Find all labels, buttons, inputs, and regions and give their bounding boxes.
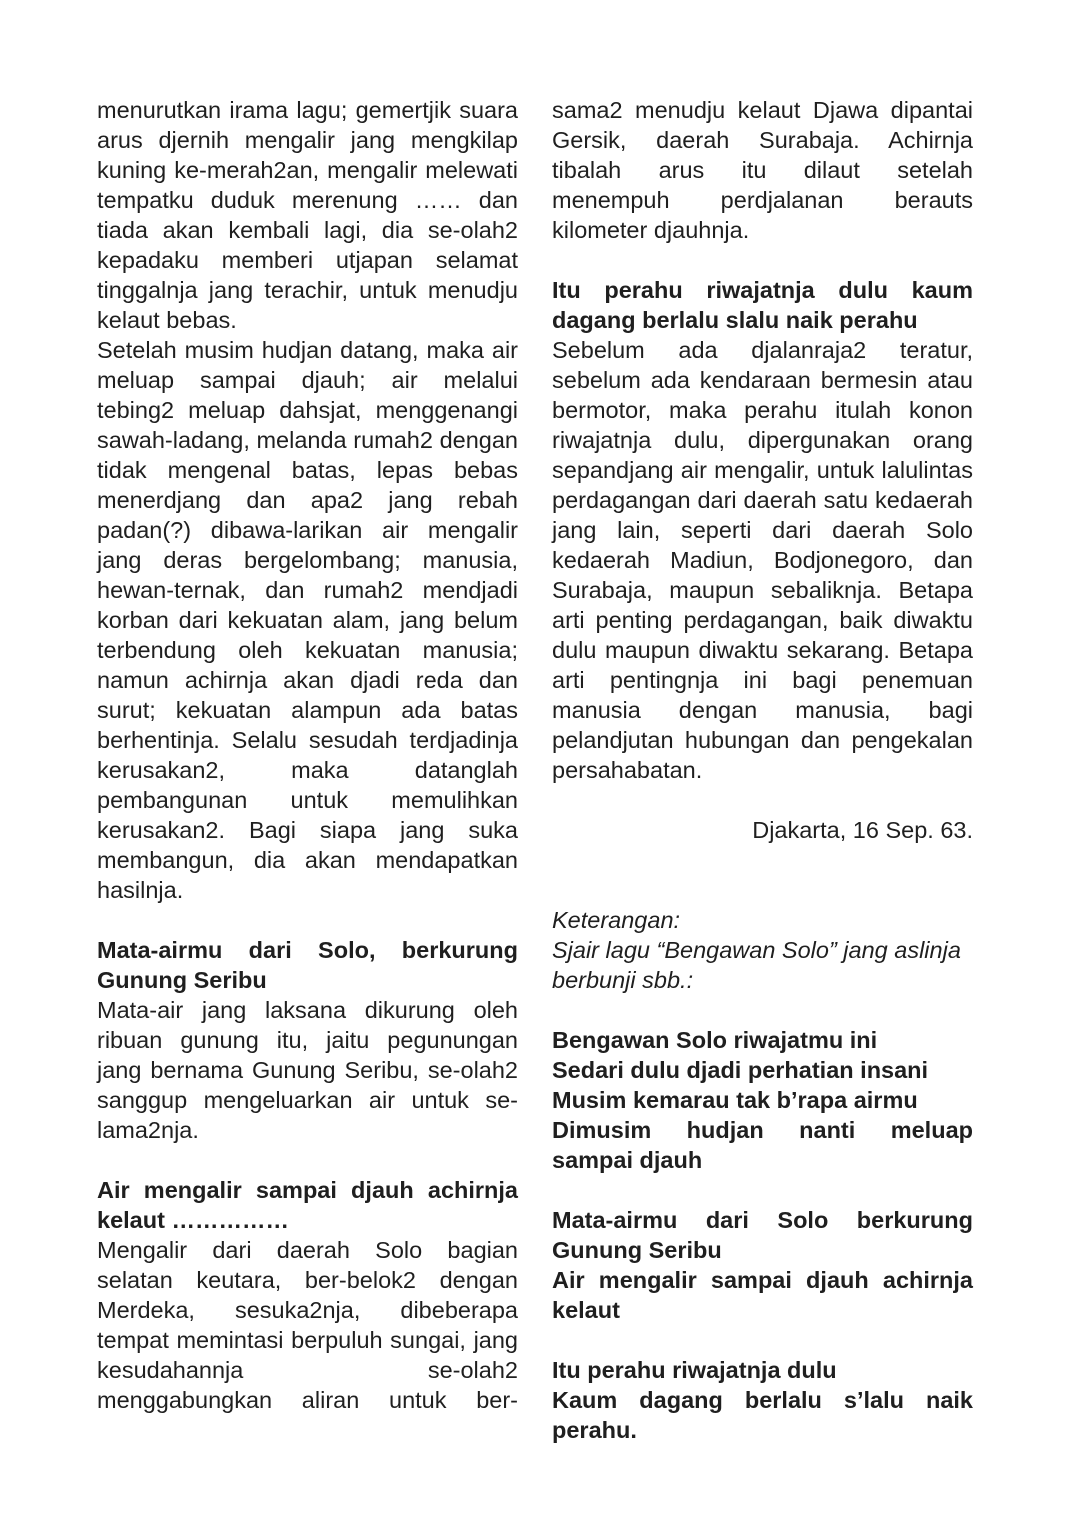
paragraph: Mata-air jang laksana dikurung oleh ribuan gunung itu, jaitu pegunungan jang bernama Gunung Seribu, se-olah2 sanggup mengeluarkan air untuk se-lama2nja. xyxy=(97,997,518,1143)
section-heading: Air mengalir sampai djauh achirnja kelaut …………… xyxy=(97,1177,518,1233)
right-column xyxy=(552,95,973,1445)
paragraph: sama2 menudju kelaut Djawa dipantai Gersik, daerah Surabaja. Achirnja tibalah arus itu dilaut setelah menempuh perdjalanan berauts kilometer djauhnja. xyxy=(552,97,973,243)
date-line: Djakarta, 16 Sep. 63. xyxy=(752,817,973,843)
paragraph: Setelah musim hudjan datang, maka air meluap sampai djauh; air melalui tebing2 meluap dahsjat, menggenangi sawah-ladang, melanda rumah2 dengan tidak mengenal batas, lepas bebas menerdjang dan apa2 jang rebah padan(?) dibawa-larikan air mengalir jang deras bergelombang; manusia, hewan-ternak, dan rumah2 mendjadi korban dari kekuatan alam, jang belum terbendung oleh kekuatan manusia; namun achirnja akan djadi reda dan surut; kekuatan alampun ada batas berhentinja. Selalu sesudah terdjadinja kerusakan2, maka datanglah pembangunan untuk memulihkan kerusakan2. Bagi siapa jang suka membangun, dia akan mendapatkan hasilnja. xyxy=(97,337,518,903)
note-text: Sjair lagu “Bengawan Solo” jang aslinja berbunji sbb.: xyxy=(552,937,961,993)
lyrics-line: Mata-airmu dari Solo berkurung Gunung Seribu xyxy=(552,1207,973,1263)
lyrics-verse-3 xyxy=(552,1355,973,1445)
note-title: Keterangan: xyxy=(552,907,681,933)
lyrics-line: Itu perahu riwajatnja dulu xyxy=(552,1357,837,1383)
lyrics-line: Air mengalir sampai djauh achirnja kelaut xyxy=(552,1267,973,1323)
lyrics-line: Musim kemarau tak b’rapa airmu xyxy=(552,1087,918,1113)
paragraph: menurutkan irama lagu; gemertjik suara arus djernih mengalir jang mengkilap kuning ke-merah2an, mengalir melewati tempatku duduk merenung …… dan tiada akan kembali lagi, dia se-olah2 kepadaku memberi utjapan selamat tinggalnja jang terachir, untuk menudju kelaut bebas. xyxy=(97,97,518,333)
lyrics-verse-1 xyxy=(552,1025,973,1175)
paragraph: Mengalir dari daerah Solo bagian selatan keutara, ber-belok2 dengan Merdeka, sesuka2nja, dibeberapa tempat memintasi berpuluh sungai, jang kesudahannja se-olah2 menggabungkan aliran untuk ber- xyxy=(97,1237,518,1413)
paragraph: Sebelum ada djalanraja2 teratur, sebelum ada kendaraan bermesin atau bermotor, maka perahu itulah konon riwajatnja dulu, dipergunakan orang sepandjang air mengalir, untuk lalulintas perdagangan dari daerah satu kedaerah jang lain, seperti dari daerah Solo kedaerah Madiun, Bodjonegoro, dan Surabaja, maupun sebaliknja. Betapa arti penting perdagangan, baik diwaktu dulu maupun diwaktu sekarang. Betapa arti pentingnja ini bagi penemuan manusia dengan manusia, bagi pelandjutan hubungan dan pengekalan persahabatan. xyxy=(552,337,973,783)
lyrics-verse-2 xyxy=(552,1205,973,1325)
lyrics-line: Sedari dulu djadi perhatian insani xyxy=(552,1057,929,1083)
lyrics-line: Bengawan Solo riwajatmu ini xyxy=(552,1027,878,1053)
left-column xyxy=(97,95,518,1415)
lyrics-line: Dimusim hudjan nanti meluap sampai djauh xyxy=(552,1117,973,1173)
section-heading: Itu perahu riwajatnja dulu kaum dagang berlalu slalu naik perahu xyxy=(552,277,973,333)
lyrics-line: Kaum dagang berlalu s’lalu naik perahu. xyxy=(552,1387,973,1443)
section-heading: Mata-airmu dari Solo, berkurung Gunung Seribu xyxy=(97,937,518,993)
